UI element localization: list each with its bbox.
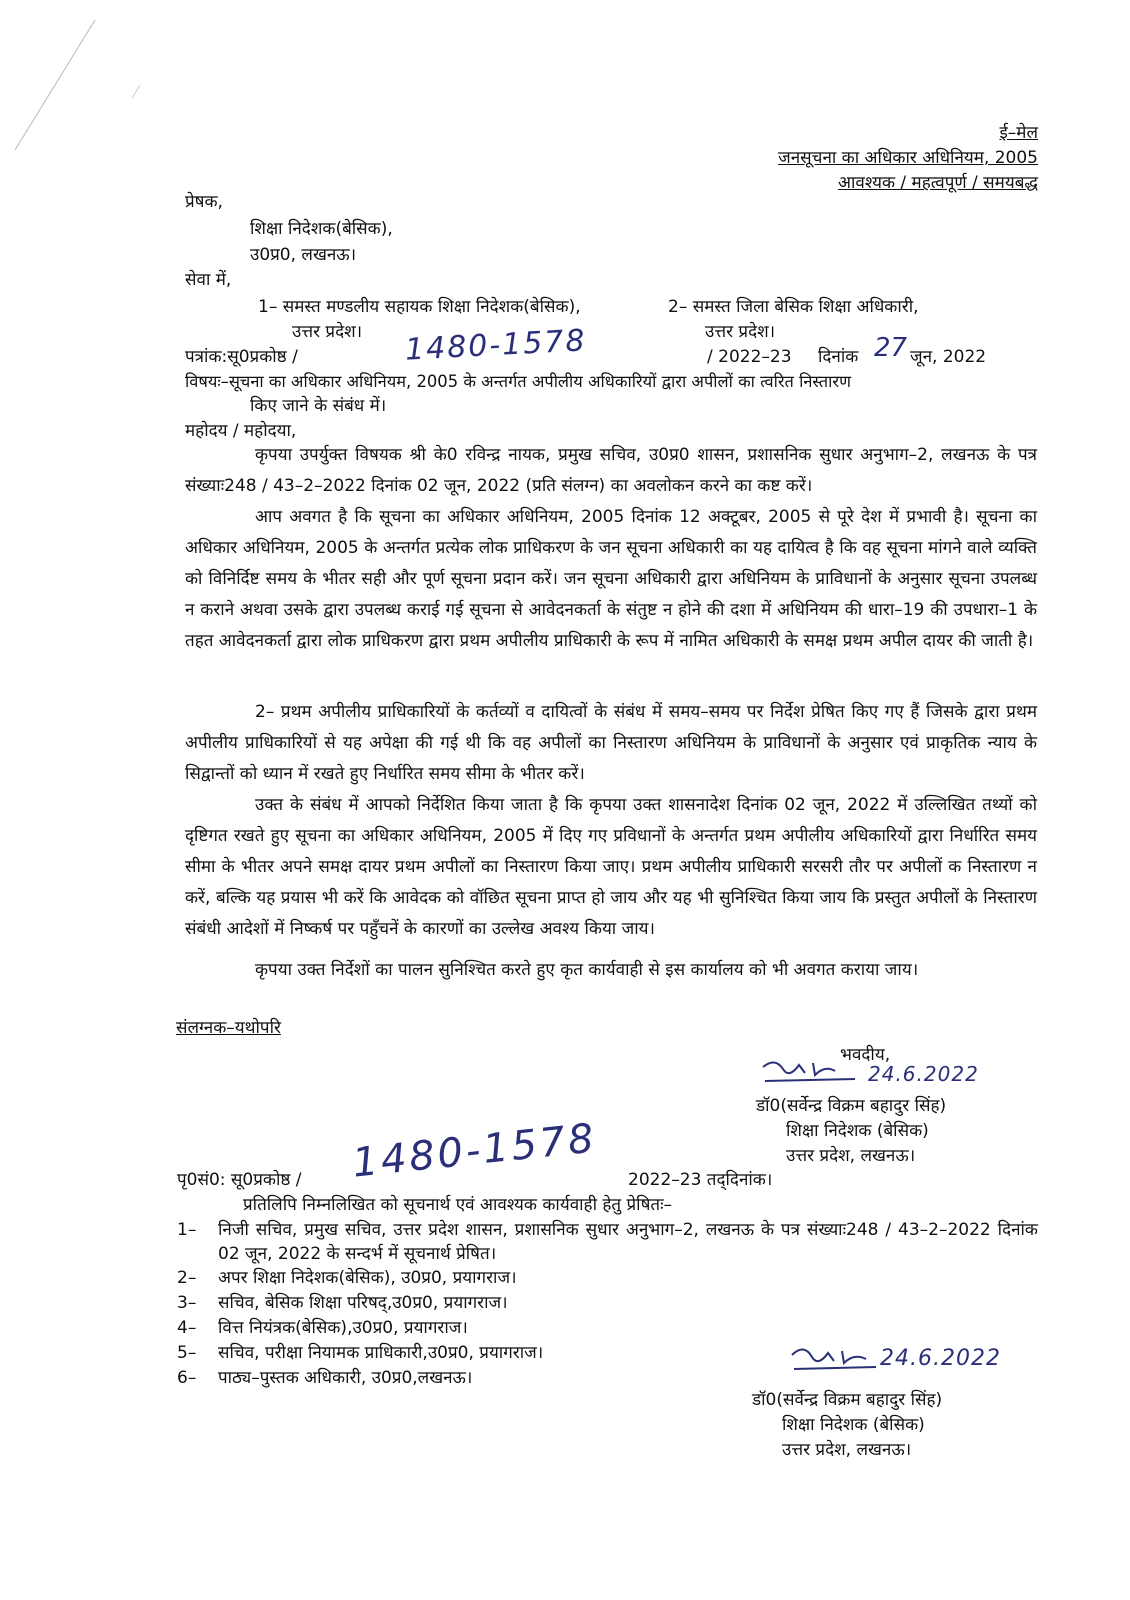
body-paragraph-1-text: कृपया उपर्युक्त विषयक श्री के0 रविन्द्र नायक, प्रमुख सचिव, उ0प्र0 शासन, प्रशासनिक सुधार अनुभाग–2, लखनऊ के पत्र संख्याः248 / 43–2–2022 दिनांक 02 जून, 2022 (प्रति संलग्न) का अवलोकन करने का कष्ट करें। xyxy=(185,445,1037,496)
signature-2-date: 24.6.2022 xyxy=(880,1346,1001,1371)
endorsement-intro: प्रतिलिपि निम्नलिखित को सूचनार्थ एवं आवश्यक कार्यवाही हेतु प्रेषितः– xyxy=(243,1195,673,1215)
signatory-1-place: उत्तर प्रदेश, लखनऊ। xyxy=(786,1146,916,1166)
sender-label: प्रेषक, xyxy=(185,192,223,212)
cc-item-4: वित्त नियंत्रक(बेसिक),उ0प्र0, प्रयागराज। xyxy=(218,1318,468,1338)
body-paragraph-2-text: आप अवगत है कि सूचना का अधिकार अधिनियम, 2005 दिनांक 12 अक्टूबर, 2005 से पूरे देश में प्रभावी है। सूचना का अधिकार अधिनियम, 2005 के अन्तर्गत प्रत्येक लोक प्राधिकरण के जन सूचना अधिकारी का यह दायित्व है कि वह सूचना मांगने वाले व्यक्ति को विनिर्दिष्ट समय के भीतर सही और पूर्ण सूचना प्रदान करें। जन सूचना अधिकारी द्वारा अधिनियम के प्राविधानों के अनुसार सूचना उपलब्ध न कराने अथवा उसके द्वारा उपलब्ध कराई गई सूचना से आवेदनकर्ता के संतुष्ट न होने की दशा में अधिनियम की धारा–19 की उपधारा–1 के तहत आवेदनकर्ता द्वारा लोक प्राधिकरण द्वारा प्रथम अपीलीय प्राधिकारी के रूप में नामित अधिकारी के समक्ष प्रथम अपील दायर की जाती है। xyxy=(185,507,1037,651)
body-paragraph-5 xyxy=(185,955,1037,986)
cc-item-2-number: 2– xyxy=(177,1268,197,1288)
letter-year: / 2022–23 xyxy=(707,347,792,367)
signatory-2-designation: शिक्षा निदेशक (बेसिक) xyxy=(782,1415,925,1435)
scan-artifact xyxy=(0,0,160,170)
signature-scribble-2 xyxy=(786,1343,881,1373)
cc-item-2: अपर शिक्षा निदेशक(बेसिक), उ0प्र0, प्रयागराज। xyxy=(218,1268,517,1288)
cc-item-4-number: 4– xyxy=(177,1318,197,1338)
recipients-label: सेवा में, xyxy=(185,270,232,290)
cc-item-1-number: 1– xyxy=(177,1220,197,1240)
handwritten-date-day: 27 xyxy=(874,333,908,363)
signature-scribble-1 xyxy=(755,1057,865,1087)
enclosure-note: संलग्नक–यथोपरि xyxy=(176,1018,281,1038)
cc-item-5-number: 5– xyxy=(177,1343,197,1363)
endorsement-year: 2022–23 तद्‌दिनांक। xyxy=(628,1170,773,1190)
signatory-2-place: उत्तर प्रदेश, लखनऊ। xyxy=(782,1440,912,1460)
cc-item-5: सचिव, परीक्षा नियामक प्राधिकारी,उ0प्र0, प्रयागराज। xyxy=(218,1343,544,1363)
mail-mode: ई–मेल xyxy=(999,123,1038,143)
date-label: दिनांक xyxy=(818,347,859,367)
recipient-1-place: उत्तर प्रदेश। xyxy=(292,322,363,342)
rti-act-heading: जनसूचना का अधिकार अधिनियम, 2005 xyxy=(778,148,1038,168)
body-paragraph-2 xyxy=(185,502,1037,657)
endorsement-ref-label: पृ0सं0: सू0प्रकोष्ठ / xyxy=(177,1170,302,1190)
salutation: महोदय / महोदया, xyxy=(185,421,297,441)
cc-item-6: पाठ्य–पुस्तक अधिकारी, उ0प्र0,लखनऊ। xyxy=(218,1368,473,1388)
sender-place: उ0प्र0, लखनऊ। xyxy=(250,245,357,265)
letter-number-label: पत्रांक:सू0प्रकोष्ठ / xyxy=(185,347,298,367)
endorsement-handwritten-number: 1480-1578 xyxy=(350,1115,599,1187)
recipient-1: 1– समस्त मण्डलीय सहायक शिक्षा निदेशक(बेसिक), xyxy=(258,297,581,317)
cc-item-3: सचिव, बेसिक शिक्षा परिषद्,उ0प्र0, प्रयागराज। xyxy=(218,1293,508,1313)
body-paragraph-4 xyxy=(185,790,1037,945)
body-paragraph-3-text: 2– प्रथम अपीलीय प्राधिकारियों के कर्तव्यों व दायित्वों के संबंध में समय–समय पर निर्देश प्रेषित किए गए हैं जिसके द्वारा प्रथम अपीलीय प्राधिकारियों से यह अपेक्षा की गई थी कि वह अपीलों का निस्तारण अधिनियम के प्राविधानों के अनुसार एवं प्राकृतिक न्याय के सिद्वान्तों को ध्यान में रखते हुए निर्धारित समय सीमा के भीतर करें। xyxy=(185,702,1037,784)
signatory-1-designation: शिक्षा निदेशक (बेसिक) xyxy=(786,1121,929,1141)
cc-item-6-number: 6– xyxy=(177,1368,197,1388)
signature-1-date: 24.6.2022 xyxy=(868,1062,979,1086)
body-paragraph-4-text: उक्त के संबंध में आपको निर्देशित किया जाता है कि कृपया उक्त शासनादेश दिनांक 02 जून, 2022 में उल्लिखित तथ्यों को दृष्टिगत रखते हुए सूचना का अधिकार अधिनियम, 2005 में दिए गए प्रविधानों के अन्तर्गत प्रथम अपीलीय अधिकारियों द्वारा निर्धारित समय सीमा के भीतर अपने समक्ष दायर प्रथम अपीलों का निस्तारण किया जाए। प्रथम अपीलीय प्राधिकारी सरसरी तौर पर अपीलों क निस्तारण न करें, बल्कि यह प्रयास भी करें कि आवेदक को वॉछित सूचना प्राप्त हो जाय और यह भी सुनिश्चित किया जाय कि प्रस्तुत अपीलों के निस्तारण संबंधी आदेशों में निष्कर्ष पर पहुँचनें के कारणों का उल्लेख अवश्य किया जाय। xyxy=(185,795,1037,939)
body-paragraph-5-text: कृपया उक्त निर्देशों का पालन सुनिश्चित करते हुए कृत कार्यवाही से इस कार्यालय को भी अवगत कराया जाय। xyxy=(255,960,919,980)
priority-line: आवश्यक / महत्वपूर्ण / समयबद्ध xyxy=(838,173,1038,193)
subject-line-2: किए जाने के संबंध में। xyxy=(250,396,387,416)
signatory-1-name: डॉ0(सर्वेन्द्र विक्रम बहादुर सिंह) xyxy=(756,1096,947,1116)
recipient-2: 2– समस्त जिला बेसिक शिक्षा अधिकारी, xyxy=(668,297,919,317)
body-paragraph-3 xyxy=(185,697,1037,790)
handwritten-letter-number: 1480-1578 xyxy=(404,323,588,368)
recipient-2-place: उत्तर प्रदेश। xyxy=(705,322,776,342)
cc-item-1: निजी सचिव, प्रमुख सचिव, उत्तर प्रदेश शासन, प्रशासनिक सुधार अनुभाग–2, लखनऊ के पत्र संख्याः248 / 43–2–2022 दिनांक 02 जून, 2022 के सन्दर्भ में सूचनार्थ प्रेषित। xyxy=(218,1220,1038,1264)
signatory-2-name: डॉ0(सर्वेन्द्र विक्रम बहादुर सिंह) xyxy=(752,1390,943,1410)
cc-item-3-number: 3– xyxy=(177,1293,197,1313)
closing-yours: भवदीय, xyxy=(840,1045,891,1065)
body-paragraph-1 xyxy=(185,440,1037,502)
subject-line-1: विषयः–सूचना का अधिकार अधिनियम, 2005 के अन्तर्गत अपीलीय अधिकारियों द्वारा अपीलों का त्वरित निस्तारण xyxy=(185,372,851,391)
sender-name: शिक्षा निदेशक(बेसिक), xyxy=(250,219,393,239)
date-month-year: जून, 2022 xyxy=(910,347,987,367)
